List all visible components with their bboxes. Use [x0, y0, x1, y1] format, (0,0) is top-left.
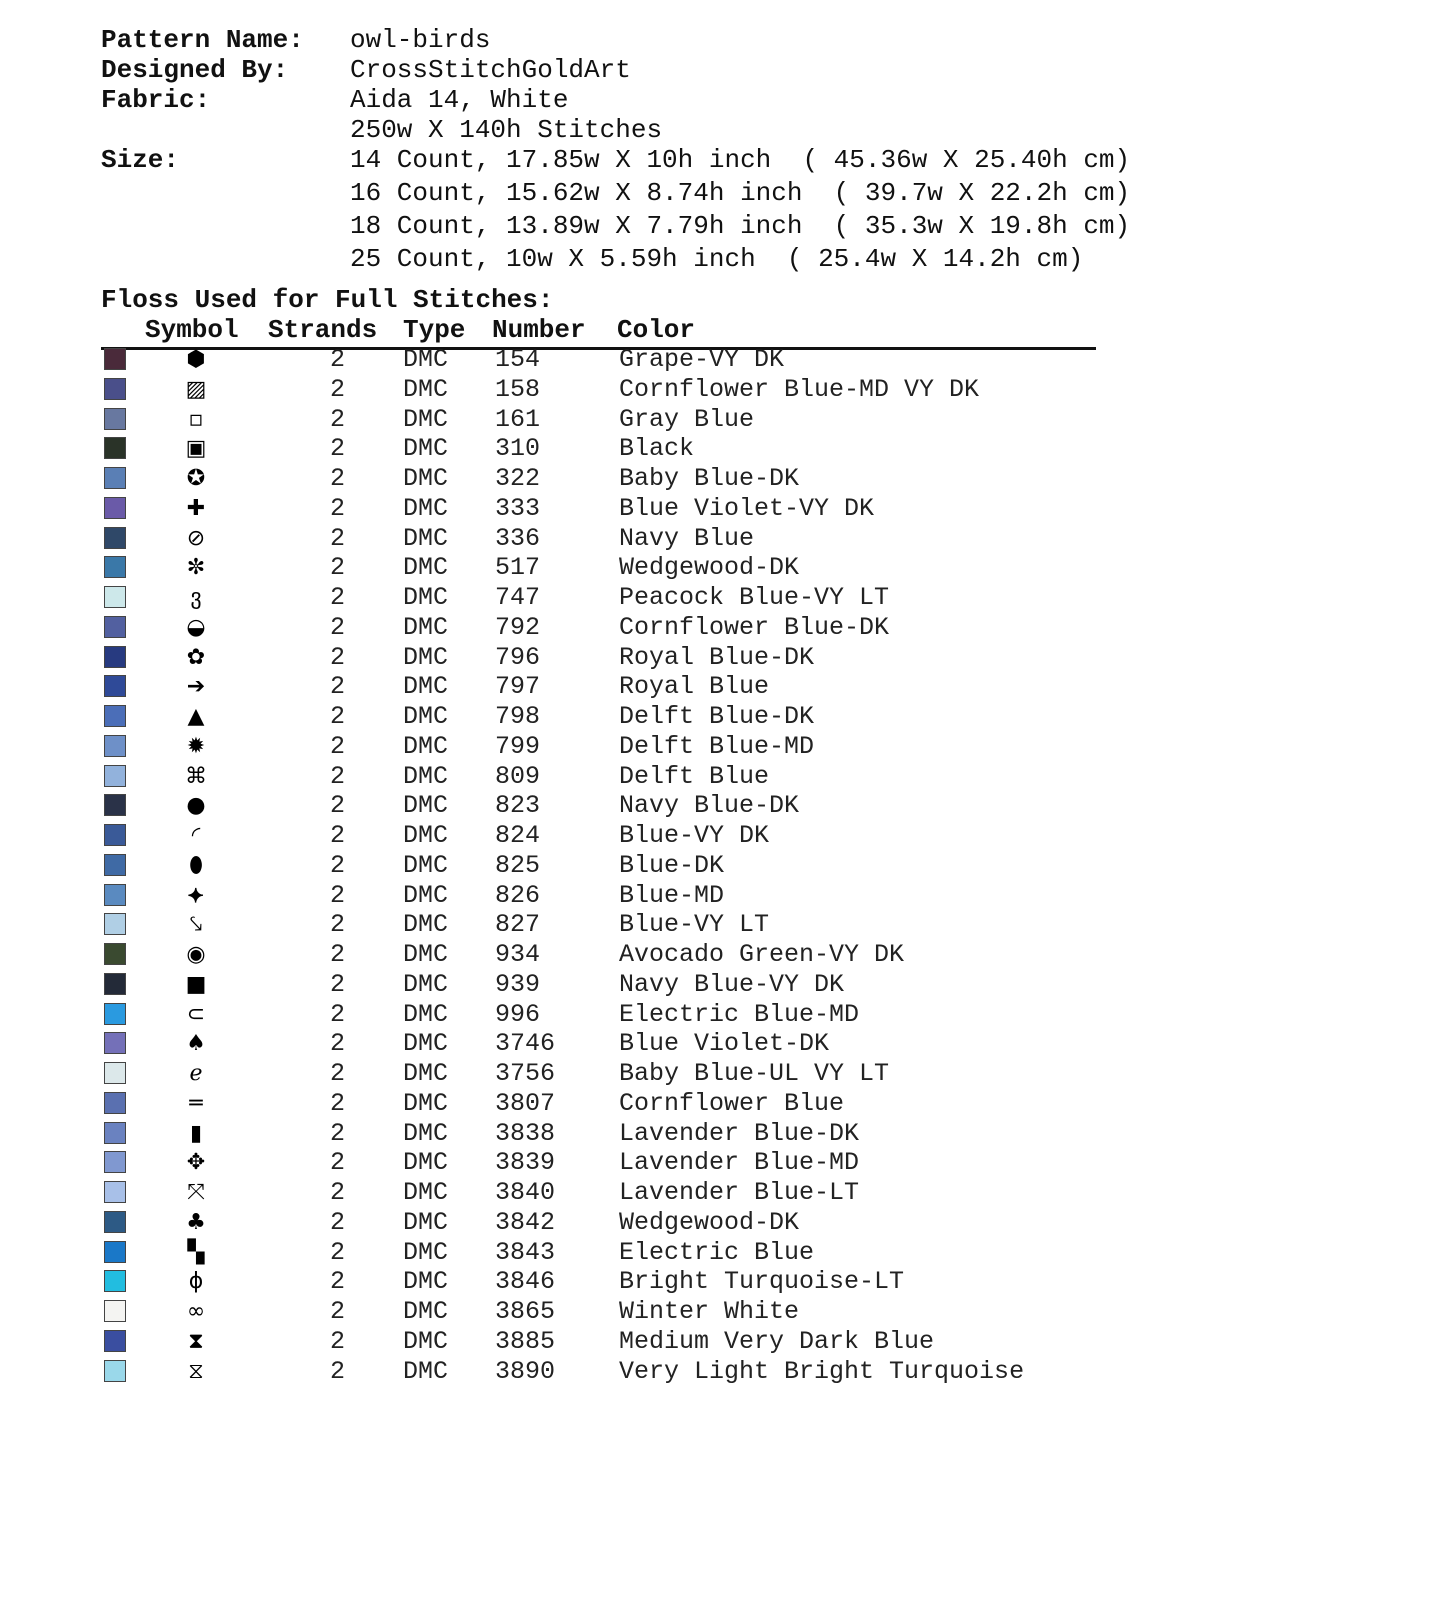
pattern-name-value: owl-birds [350, 25, 491, 55]
floss-number: 825 [495, 850, 541, 880]
strands-value: 2 [330, 1326, 346, 1356]
table-row [0, 971, 1445, 1001]
strands-value: 2 [330, 493, 346, 523]
stitch-symbol-icon: ✹ [186, 733, 206, 759]
floss-number: 3865 [495, 1297, 556, 1326]
designed-by-label: Designed By: [101, 55, 289, 85]
floss-type: DMC [403, 821, 449, 850]
color-swatch [104, 378, 126, 400]
floss-color-name: Grape-VY DK [619, 345, 785, 374]
strands-value: 2 [330, 999, 346, 1029]
strands-value: 2 [330, 464, 346, 493]
color-swatch [104, 884, 126, 906]
color-swatch [104, 1062, 126, 1084]
table-row [0, 584, 1445, 614]
floss-type: DMC [403, 940, 449, 969]
strands-value: 2 [330, 1178, 346, 1207]
floss-color-name: Delft Blue [619, 761, 770, 791]
stitch-symbol-icon: ▨ [185, 376, 207, 402]
floss-type: DMC [403, 583, 449, 612]
strands-value: 2 [330, 523, 346, 553]
column-header-symbol: Symbol [145, 315, 239, 345]
floss-type: DMC [403, 374, 449, 404]
color-swatch [104, 1003, 126, 1025]
strands-value: 2 [330, 1356, 346, 1386]
color-swatch [104, 1360, 126, 1382]
table-row [0, 1328, 1445, 1358]
table-row [0, 763, 1445, 793]
floss-type: DMC [403, 345, 449, 374]
color-swatch [104, 1300, 126, 1322]
table-row [0, 852, 1445, 882]
color-swatch [104, 1270, 126, 1292]
table-row [0, 495, 1445, 525]
stitch-symbol-icon: ◜ [191, 823, 201, 848]
color-swatch [104, 497, 126, 519]
table-row [0, 1030, 1445, 1060]
color-swatch [104, 675, 126, 697]
floss-color-name: Blue-MD [619, 880, 725, 910]
size-label: Size: [101, 145, 180, 175]
table-row [0, 941, 1445, 971]
floss-color-name: Bright Turquoise-LT [619, 1267, 905, 1297]
floss-number: 161 [495, 404, 541, 434]
strands-value: 2 [330, 821, 346, 850]
strands-value: 2 [330, 1267, 346, 1297]
floss-type: DMC [403, 1297, 449, 1326]
floss-color-name: Medium Very Dark Blue [619, 1326, 935, 1356]
floss-number: 158 [495, 374, 541, 404]
floss-color-name: Avocado Green-VY DK [619, 940, 905, 969]
stitch-symbol-icon: ● [186, 793, 206, 819]
color-swatch [104, 824, 126, 846]
floss-number: 3842 [495, 1207, 556, 1237]
strands-value: 2 [330, 553, 346, 583]
color-swatch [104, 1330, 126, 1352]
stitch-symbol-icon: ⤧ [187, 1180, 205, 1205]
strands-value: 2 [330, 969, 346, 999]
stitch-symbol-icon: ⬮ [189, 852, 203, 878]
strands-value: 2 [330, 1207, 346, 1237]
strands-value: 2 [330, 1088, 346, 1118]
strands-value: 2 [330, 1297, 346, 1326]
floss-color-name: Blue-VY DK [619, 821, 770, 850]
floss-number: 798 [495, 702, 541, 731]
color-swatch [104, 1151, 126, 1173]
floss-color-name: Blue-DK [619, 850, 725, 880]
floss-type: DMC [403, 969, 449, 999]
table-row [0, 525, 1445, 555]
floss-type: DMC [403, 1178, 449, 1207]
stitch-symbol-icon: ◉ [186, 942, 206, 967]
floss-color-name: Electric Blue-MD [619, 999, 860, 1029]
floss-type: DMC [403, 761, 449, 791]
stitch-symbol-icon: ℯ [189, 1061, 203, 1086]
table-row [0, 882, 1445, 912]
floss-number: 3843 [495, 1237, 556, 1267]
stitch-symbol-icon: ɸ [188, 1269, 204, 1295]
floss-number: 996 [495, 999, 541, 1029]
color-swatch [104, 913, 126, 935]
stitch-symbol-icon: ✚ [186, 495, 206, 521]
floss-type: DMC [403, 1326, 449, 1356]
floss-type: DMC [403, 1148, 449, 1178]
floss-type: DMC [403, 1088, 449, 1118]
floss-number: 792 [495, 612, 541, 642]
color-swatch [104, 586, 126, 608]
stitch-symbol-icon: ვ [190, 585, 202, 610]
floss-number: 333 [495, 493, 541, 523]
strands-value: 2 [330, 1059, 346, 1088]
stitch-symbol-icon: ♠ [186, 1031, 206, 1057]
stitch-symbol-icon: ⊂ [186, 1001, 206, 1027]
floss-type: DMC [403, 702, 449, 731]
strands-value: 2 [330, 612, 346, 642]
floss-color-name: Cornflower Blue [619, 1088, 845, 1118]
stitch-symbol-icon: ⯌ [187, 882, 205, 908]
size-14-count: 14 Count, 17.85w X 10h inch ( 45.36w X 25.40h cm) [350, 145, 1131, 175]
color-swatch [104, 1032, 126, 1054]
strands-value: 2 [330, 672, 346, 702]
stitch-symbol-icon: ➔ [186, 674, 206, 700]
table-row [0, 1001, 1445, 1031]
floss-number: 3839 [495, 1148, 556, 1178]
floss-type: DMC [403, 791, 449, 821]
floss-type: DMC [403, 1118, 449, 1148]
stitch-symbol-icon: ⬢ [186, 347, 206, 372]
floss-type: DMC [403, 672, 449, 702]
floss-color-name: Navy Blue-DK [619, 791, 800, 821]
stitch-symbol-icon: ⤥ [189, 912, 203, 938]
table-row [0, 554, 1445, 584]
color-swatch [104, 646, 126, 668]
floss-number: 797 [495, 672, 541, 702]
floss-section-title: Floss Used for Full Stitches: [101, 285, 554, 315]
floss-color-name: Very Light Bright Turquoise [619, 1356, 1025, 1386]
floss-type: DMC [403, 1029, 449, 1059]
floss-type: DMC [403, 1237, 449, 1267]
floss-color-name: Wedgewood-DK [619, 1207, 800, 1237]
table-row [0, 1120, 1445, 1150]
table-row [0, 911, 1445, 941]
floss-color-name: Cornflower Blue-MD VY DK [619, 374, 980, 404]
floss-color-name: Black [619, 434, 695, 464]
floss-number: 809 [495, 761, 541, 791]
designed-by-value: CrossStitchGoldArt [350, 55, 631, 85]
color-swatch [104, 348, 126, 370]
table-row [0, 406, 1445, 436]
color-swatch [104, 408, 126, 430]
floss-number: 826 [495, 880, 541, 910]
floss-number: 934 [495, 940, 541, 969]
floss-number: 3807 [495, 1088, 556, 1118]
strands-value: 2 [330, 702, 346, 731]
floss-color-name: Blue Violet-DK [619, 1029, 830, 1059]
column-header-strands: Strands [268, 315, 378, 345]
floss-type: DMC [403, 464, 449, 493]
floss-type: DMC [403, 850, 449, 880]
strands-value: 2 [330, 404, 346, 434]
floss-type: DMC [403, 1207, 449, 1237]
floss-color-name: Baby Blue-DK [619, 464, 800, 493]
color-swatch [104, 1211, 126, 1233]
floss-type: DMC [403, 1267, 449, 1297]
floss-type: DMC [403, 910, 449, 940]
floss-type: DMC [403, 880, 449, 910]
floss-number: 939 [495, 969, 541, 999]
stitch-symbol-icon: ▲ [187, 704, 205, 729]
floss-number: 517 [495, 553, 541, 583]
color-swatch [104, 1181, 126, 1203]
table-row [0, 376, 1445, 406]
stitch-symbol-icon: ▮ [189, 1120, 203, 1146]
strands-value: 2 [330, 850, 346, 880]
strands-value: 2 [330, 761, 346, 791]
table-row [0, 465, 1445, 495]
stitch-symbol-icon: ⊘ [186, 525, 206, 551]
floss-number: 796 [495, 642, 541, 672]
column-header-color: Color [617, 315, 696, 345]
floss-color-name: Navy Blue-VY DK [619, 969, 845, 999]
strands-value: 2 [330, 345, 346, 374]
table-row [0, 1268, 1445, 1298]
floss-number: 322 [495, 464, 541, 493]
table-row [0, 673, 1445, 703]
floss-number: 823 [495, 791, 541, 821]
strands-value: 2 [330, 1148, 346, 1178]
table-row [0, 1209, 1445, 1239]
fabric-label: Fabric: [101, 85, 211, 115]
floss-type: DMC [403, 404, 449, 434]
floss-number: 154 [495, 345, 541, 374]
size-18-count: 18 Count, 13.89w X 7.79h inch ( 35.3w X 19.8h cm) [350, 211, 1131, 241]
floss-color-name: Lavender Blue-LT [619, 1178, 860, 1207]
size-25-count: 25 Count, 10w X 5.59h inch ( 25.4w X 14.2h cm) [350, 244, 1084, 274]
color-swatch [104, 735, 126, 757]
floss-type: DMC [403, 523, 449, 553]
floss-number: 3840 [495, 1178, 556, 1207]
floss-number: 747 [495, 583, 541, 612]
floss-color-name: Lavender Blue-DK [619, 1118, 860, 1148]
table-row [0, 435, 1445, 465]
table-row [0, 1060, 1445, 1090]
floss-type: DMC [403, 642, 449, 672]
table-row [0, 1358, 1445, 1388]
floss-color-name: Cornflower Blue-DK [619, 612, 890, 642]
floss-number: 799 [495, 731, 541, 761]
floss-number: 3756 [495, 1059, 556, 1088]
floss-number: 3846 [495, 1267, 556, 1297]
floss-number: 827 [495, 910, 541, 940]
floss-number: 336 [495, 523, 541, 553]
floss-color-name: Delft Blue-DK [619, 702, 815, 731]
strands-value: 2 [330, 434, 346, 464]
color-swatch [104, 854, 126, 876]
stitch-symbol-icon: ∞ [186, 1299, 206, 1324]
floss-color-name: Electric Blue [619, 1237, 815, 1267]
floss-color-name: Blue Violet-VY DK [619, 493, 875, 523]
color-swatch [104, 765, 126, 787]
table-row [0, 822, 1445, 852]
strands-value: 2 [330, 910, 346, 940]
floss-type: DMC [403, 553, 449, 583]
floss-number: 3890 [495, 1356, 556, 1386]
table-row [0, 1179, 1445, 1209]
table-row [0, 346, 1445, 376]
color-swatch [104, 705, 126, 727]
table-row [0, 1239, 1445, 1269]
stitch-symbol-icon: ▫ [188, 406, 204, 432]
color-swatch [104, 467, 126, 489]
column-header-type: Type [403, 315, 466, 345]
floss-type: DMC [403, 612, 449, 642]
color-swatch [104, 556, 126, 578]
floss-type: DMC [403, 999, 449, 1029]
table-row [0, 1149, 1445, 1179]
floss-number: 824 [495, 821, 541, 850]
stitch-symbol-icon: ═ [189, 1090, 203, 1116]
stitch-symbol-icon: ✪ [186, 466, 206, 491]
floss-number: 3746 [495, 1029, 556, 1059]
stitch-symbol-icon: ⧖ [188, 1358, 204, 1384]
stitch-symbol-icon: ♣ [186, 1209, 206, 1235]
floss-number: 3838 [495, 1118, 556, 1148]
table-row [0, 733, 1445, 763]
color-swatch [104, 437, 126, 459]
floss-number: 310 [495, 434, 541, 464]
stitch-count: 250w X 140h Stitches [350, 115, 663, 145]
table-row [0, 703, 1445, 733]
color-swatch [104, 1122, 126, 1144]
floss-number: 3885 [495, 1326, 556, 1356]
table-row [0, 792, 1445, 822]
color-swatch [104, 973, 126, 995]
color-swatch [104, 1092, 126, 1114]
floss-type: DMC [403, 1356, 449, 1386]
color-swatch [104, 616, 126, 638]
stitch-symbol-icon: ◒ [186, 614, 206, 640]
floss-color-name: Baby Blue-UL VY LT [619, 1059, 890, 1088]
column-header-number: Number [492, 315, 586, 345]
floss-color-name: Blue-VY LT [619, 910, 770, 940]
stitch-symbol-icon: ⧗ [188, 1328, 204, 1354]
size-16-count: 16 Count, 15.62w X 8.74h inch ( 39.7w X 22.2h cm) [350, 178, 1131, 208]
stitch-symbol-icon: ⌘ [185, 763, 207, 789]
stitch-symbol-icon: ✼ [186, 555, 206, 581]
table-row [0, 614, 1445, 644]
floss-color-name: Royal Blue-DK [619, 642, 815, 672]
stitch-symbol-icon: ✿ [186, 644, 206, 670]
strands-value: 2 [330, 940, 346, 969]
strands-value: 2 [330, 374, 346, 404]
floss-color-name: Gray Blue [619, 404, 755, 434]
strands-value: 2 [330, 880, 346, 910]
color-swatch [104, 794, 126, 816]
floss-color-name: Winter White [619, 1297, 800, 1326]
fabric-value: Aida 14, White [350, 85, 569, 115]
strands-value: 2 [330, 642, 346, 672]
strands-value: 2 [330, 583, 346, 612]
floss-color-name: Lavender Blue-MD [619, 1148, 860, 1178]
stitch-symbol-icon: ▣ [185, 436, 207, 462]
color-swatch [104, 527, 126, 549]
floss-color-name: Delft Blue-MD [619, 731, 815, 761]
color-swatch [104, 943, 126, 965]
stitch-symbol-icon: ✥ [186, 1150, 206, 1176]
color-swatch [104, 1241, 126, 1263]
strands-value: 2 [330, 731, 346, 761]
strands-value: 2 [330, 1029, 346, 1059]
floss-color-name: Wedgewood-DK [619, 553, 800, 583]
floss-type: DMC [403, 493, 449, 523]
floss-color-name: Navy Blue [619, 523, 755, 553]
floss-type: DMC [403, 434, 449, 464]
pattern-name-label: Pattern Name: [101, 25, 304, 55]
strands-value: 2 [330, 791, 346, 821]
table-row [0, 1090, 1445, 1120]
floss-color-name: Peacock Blue-VY LT [619, 583, 890, 612]
floss-color-name: Royal Blue [619, 672, 770, 702]
table-row [0, 1298, 1445, 1328]
stitch-symbol-icon: ▚ [187, 1239, 205, 1265]
strands-value: 2 [330, 1118, 346, 1148]
table-row [0, 644, 1445, 674]
floss-type: DMC [403, 1059, 449, 1088]
strands-value: 2 [330, 1237, 346, 1267]
floss-type: DMC [403, 731, 449, 761]
stitch-symbol-icon: ■ [185, 971, 207, 997]
